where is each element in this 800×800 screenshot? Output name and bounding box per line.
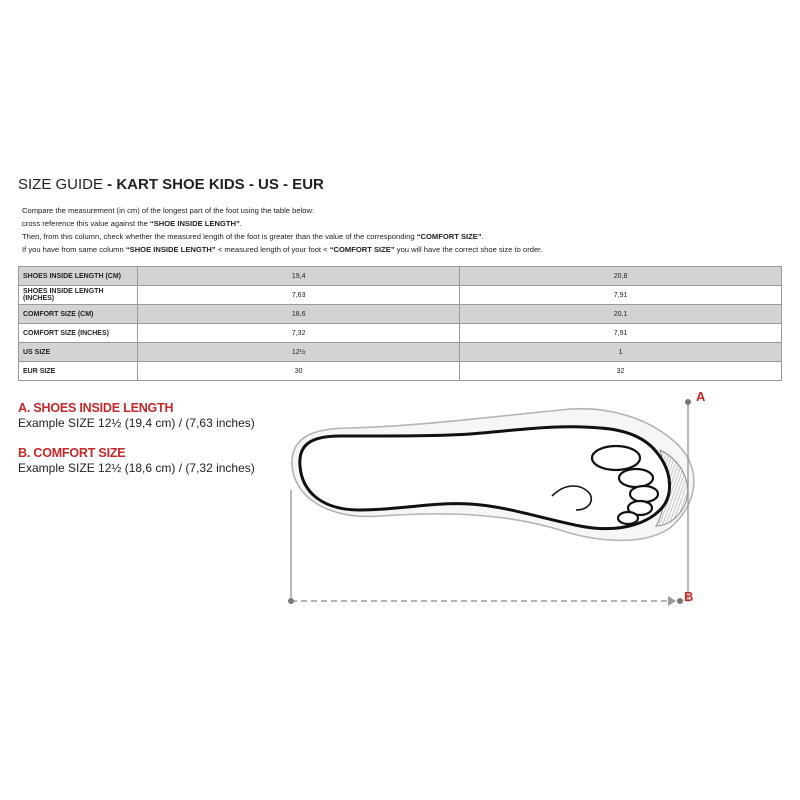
table-row xyxy=(19,362,782,381)
toe xyxy=(592,446,640,470)
toe xyxy=(618,512,638,524)
size-table xyxy=(18,266,782,381)
legend-heading: B. COMFORT SIZE xyxy=(18,446,126,460)
table-cell: 7,91 xyxy=(460,286,782,305)
instruction-bold: “COMFORT SIZE” xyxy=(329,245,395,254)
title-prefix: SIZE GUIDE xyxy=(18,176,104,193)
legend-example: Example SIZE 12½ (18,6 cm) / (7,32 inches) xyxy=(18,461,255,475)
legend-example: Example SIZE 12½ (19,4 cm) / (7,63 inches) xyxy=(18,416,255,430)
row-label: US SIZE xyxy=(19,343,138,362)
table-cell: 30 xyxy=(138,362,460,381)
table-row xyxy=(19,267,782,286)
table-cell: 18,6 xyxy=(138,305,460,324)
instruction-text: Compare the measurement (in cm) of the longest part of the foot using the table below: xyxy=(22,206,315,215)
table-cell: 32 xyxy=(460,362,782,381)
toe xyxy=(619,469,653,487)
table-cell: 1 xyxy=(460,343,782,362)
legend-heading: A. SHOES INSIDE LENGTH xyxy=(18,401,174,415)
instruction-text: < measured length of your foot < xyxy=(215,245,330,254)
table-cell: 19,4 xyxy=(138,267,460,286)
table-row xyxy=(19,343,782,362)
instruction-line-1 xyxy=(22,204,782,217)
instruction-text: cross reference this value against the xyxy=(22,219,150,228)
instruction-text: If you have from same column xyxy=(22,245,126,254)
foot-diagram xyxy=(0,380,800,620)
instruction-line-4 xyxy=(22,243,782,256)
endpoint-dot xyxy=(677,598,683,604)
marker-a-label: A xyxy=(696,389,706,404)
toe xyxy=(630,486,658,502)
instruction-text: you will have the correct shoe size to order. xyxy=(394,245,543,254)
row-label: SHOES INSIDE LENGTH (INCHES) xyxy=(19,286,138,305)
row-label: SHOES INSIDE LENGTH (CM) xyxy=(19,267,138,286)
instructions xyxy=(22,204,782,256)
title-product: - KART SHOE KIDS - US - EUR xyxy=(103,176,324,193)
table-cell: 20,1 xyxy=(460,305,782,324)
instruction-bold: “COMFORT SIZE” xyxy=(416,232,482,241)
endpoint-dot xyxy=(685,399,691,405)
instruction-line-3 xyxy=(22,230,782,243)
instruction-line-2 xyxy=(22,217,782,230)
table-row xyxy=(19,305,782,324)
instruction-text: . xyxy=(239,219,242,228)
instruction-text: . xyxy=(481,232,484,241)
arrowhead xyxy=(668,596,676,606)
table-cell: 7,91 xyxy=(460,324,782,343)
table-row xyxy=(19,324,782,343)
endpoint-dot xyxy=(288,598,294,604)
row-label: EUR SIZE xyxy=(19,362,138,381)
row-label: COMFORT SIZE (CM) xyxy=(19,305,138,324)
instruction-text: Then, from this column, check whether the measured length of the foot is greater than the value of the corresponding xyxy=(22,232,417,241)
table-cell: 7,63 xyxy=(138,286,460,305)
instruction-bold: “SHOE INSIDE LENGTH” xyxy=(125,245,216,254)
table-cell: 7,32 xyxy=(138,324,460,343)
table-cell: 20,8 xyxy=(460,267,782,286)
table-row xyxy=(19,286,782,305)
marker-b-label: B xyxy=(684,589,694,604)
table-cell: 12½ xyxy=(138,343,460,362)
instruction-bold: “SHOE INSIDE LENGTH” xyxy=(149,219,240,228)
page-title xyxy=(18,176,324,193)
row-label: COMFORT SIZE (INCHES) xyxy=(19,324,138,343)
